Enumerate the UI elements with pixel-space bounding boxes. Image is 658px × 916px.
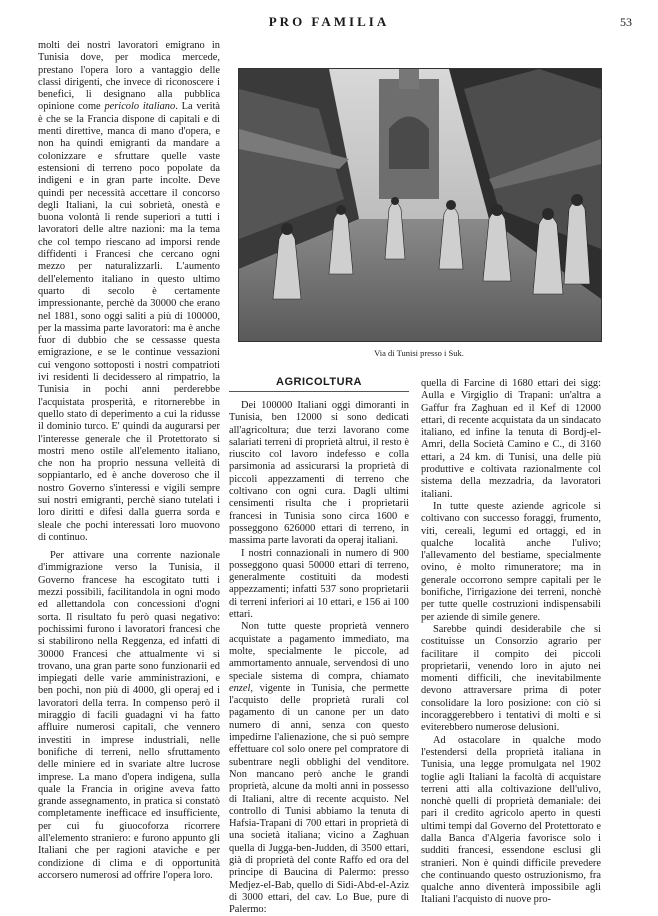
column-left <box>38 40 220 882</box>
paragraph: Sarebbe quindi desiderabile che si costituisse un Consorzio agrario per facilitare il compito dei piccoli proprietarii, venendo loro in ajuto nei momenti difficili, che inevitabilmente devono attraversare prima di poter consolidare la loro posizione: con ciò si incoraggerebbero i tentativi di molti e si eviterebbero numerose delusioni. <box>421 623 601 734</box>
paragraph: Ad ostacolare in qualche modo l'estendersi della proprietà italiana in Tunisia, una legge promulgata nel 1902 toglie agli Italiani la facoltà di acquistare terreni atti alla coltivazione dell'ulivo, nonchè quelli di proprietà demaniale: dei pari il credito agricolo aperto in questi ultimi tempi dal Governo del Protettorato e dalla Banca d'Algeria favorisce solo i sudditi francesi, essendone esclusi gli stranieri. Non è quindi difficile prevedere che continuando questo ostruzionismo, fra qualche anno diventerà impossibile agli Italiani l'acquisto di nuove pro- <box>421 734 601 906</box>
paragraph: I nostri connazionali in numero di 900 posseggono quasi 50000 ettari di terreno, generalmente costituiti da modesti appezzamenti; infatti 537 sono proprietarii di terreni inferiori ai 10 ettari, e 156 ai 100 ettari. <box>229 547 409 621</box>
paragraph: Per attivare una corrente nazionale d'immigrazione verso la Tunisia, il Governo francese ha escogitato tutti i mezzi possibili, facilitandola in ogni modo ed allettandola con concessioni d'ogni sorta. Il risultato fu però quasi negativo: pochissimi furono i lavoratori francesi che si stabilirono nella Reggenza, ed infatti di 30000 Francesi che attualmente vi si trovano, una gran parte sono funzionarii ed impiegati delle varie amministrazioni, e ben pochi, non più di 4000, gli operaj ed i lavoratori della terra. In compenso però il miraggio di facili guadagni vi ha fatto affluire numerosi capitali, che vennero investiti in imprese industriali, nelle bonifiche di terreni, nello sfruttamento delle miniere ed in svariate altre lucrose imprese. La mano d'opera indigena, sulla quale la Francia in origine aveva fatto grande assegnamento, in pratica si constatò completamente inefficace ed insufficiente, per cui fu giuocoforza ricorrere all'elemento straniero: e furono appunto gli Italiani che per ragioni ataviche e per condizione di clima e di opportunità accorsero numerosi ad offrire l'opera loro. <box>38 550 220 881</box>
column-right <box>421 378 601 907</box>
page-number: 53 <box>620 15 632 29</box>
paragraph: molti dei nostri lavoratori emigrano in Tunisia dove, per modica mercede, prestano l'opera loro a vantaggio delle classi dirigenti, che invece di riconoscere i benefici, li designano alla pubblica opinione come pericolo italiano. La verità è che se la Francia dispone di capitali e di menti direttive, manca di mano d'opera, e non ha quindi emigranti da mandare a colonizzare e sfruttare quelle vaste estensioni di terreno poco popolate da indigeni e in gran parte incolte. Deve quindi per necessità accettare il concorso degli Italiani, la cui sobrietà, onestà e buona volontà li rende superiori a tutti i lavoratori delle altre nazioni: ma la tema che col tempo riescano ad imporsi rende diffidenti i Francesi che cercano ogni mezzo per naturalizzarli. L'aumento dell'elemento italiano in questo ultimo quarto di secolo è certamente impressionante, perchè da 30000 che erano nel 1881, sono oggi saliti a più di 100000, per la massima parte lavoratori: ma è anche fuor di dubbio che se cessasse questa emigrazione, e se le continue vessazioni cui vengono sottoposti i nostri compatrioti ivi residenti li decidessero al rimpatrio, la Tunisia in pochi anni perderebbe l'acquistata prosperità, e ritornerebbe in quello stato di deperimento a cui la ridusse il dominio turco. E' quindi da augurarsi per l'interesse generale che il Protettorato si mostri meno ostile all'elemento italiano, che non ha proprio nessuna velleità di soppiantarlo, ed è anche doveroso che il nostro Governo s'interessi e vigili sempre sui nostri emigranti, perchè siano tutelati i loro diritti e difesi dalla guerra sorda e sleale che pochi interessati loro muovono di continuo. <box>38 40 220 543</box>
photo-caption: Via di Tunisi presso i Suk. <box>374 348 464 358</box>
heading-rule <box>229 391 409 392</box>
street-photo <box>238 68 602 342</box>
paragraph: Non tutte queste proprietà vennero acquistate a pagamento immediato, ma molte, specialmente le piccole, ad ammortamento annuale, servendosi di uno speciale sistema di compra, chiamato enzel, vigente in Tunisia, che permette l'acquisto delle proprietà rurali col pagamento di un canone per un dato numero di anni, senza con questo impedirne l'alienazione, che si può sempre effettuare col solo onere pel compratore di subentrare negli obblighi del venditore. Non mancano però anche le grandi proprietà, alcune da molti anni in possesso di Italiani, altre di recente acquisto. Nel controllo di Tunisi abbiamo la tenuta di Hafsia-Trapani di 700 ettari in proprietà di una società italiana; vicino a Zaghuan quella di Jugga-ben-Judden, di 3500 ettari, già di proprietà del conte Raffo ed ora del principe di Baucina di Palermo: presso Medjez-el-Bab, quello di Sidi-Abd-el-Aziz di 3000 ettari, del cav. Lo Bue, pure di Palermo: <box>229 621 409 916</box>
paragraph: Dei 100000 Italiani oggi dimoranti in Tunisia, ben 12000 si sono dedicati all'agricoltura; due terzi lavorano come salariati terreni di proprietà altrui, il resto è riuscito col lavoro indefesso e colla parsimonia ad assicurarsi la proprietà di piccoli appezzamenti di terreno che coltivano con ogni cura. Dagli ultimi censimenti risulta che i proprietarii francesi in Tunisia sono circa 1600 e posseggono 626000 ettari di terreno, in massima parte lavorati da operaj italiani. <box>229 400 409 547</box>
column-middle <box>229 400 409 916</box>
paragraph: In tutte queste aziende agricole si coltivano con successo foraggi, frumento, viti, cereali, legumi ed ortaggi, ed in qualche località anche l'ulivo; l'allevamento del bestiame, specialmente ovino, è molto rimuneratore; ma in generale occorrono sempre capitali per le bonifiche, l'irrigazione dei terreni, nonchè per tutte quelle costruzioni indispensabili per aziende di simile genere. <box>421 500 601 623</box>
magazine-title: PRO FAMILIA <box>268 14 390 29</box>
paragraph: quella di Farcine di 1680 ettari dei sigg: Aulla e Virgiglio di Trapani: un'altra a Gaffur fra Zaghuan ed il Kef di 12000 ettari, di recente acquistata da un sindacato italiano, ed infine la tenuta di Bordj-el-Amri, della Società Camino e C., di 3160 ettari, a 24 km. di Tunisi, una delle più produttive e coltivata razionalmente col sistema della mezzadria, da lavoratori italiani. <box>421 378 601 500</box>
section-heading: AGRICOLTURA <box>276 376 362 388</box>
